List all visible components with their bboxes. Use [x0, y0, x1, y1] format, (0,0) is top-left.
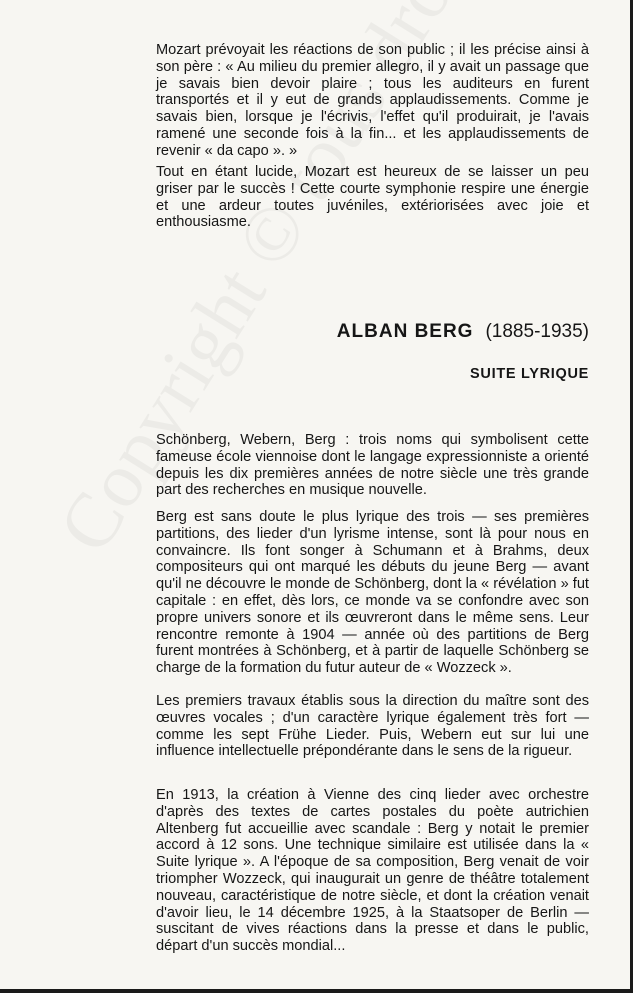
body-paragraph-4: En 1913, la création à Vienne des cinq lieder avec orchestre d'après des textes de cartes postales du poète autrichien Altenberg fut accueillie avec scandale : Berg y notait le premier accord à 12 sons. Une technique similaire est utilisée dans la « Suite lyrique ». A l'époque de sa composition, Berg venait de voir triompher Wozzeck, qui inaugurait un genre de théâtre totalement nouveau, caractéristique de notre siècle, et dont la création venait d'avoir lieu, le 14 décembre 1925, à la Staatsoper de Berlin — suscitant de vives réactions dans la presse et dans le public, départ d'un succès mondial...: [156, 787, 589, 955]
composer-dates: (1885-1935): [485, 321, 589, 342]
body-paragraph-3: Les premiers travaux établis sous la direction du maître sont des œuvres vocales ; d'un caractère lyrique également très fort — comme les sept Frühe Lieder. Puis, Webern eut sur lui une influence intellectuelle prépondérante dans le sens de la rigueur.: [156, 693, 589, 760]
intro-paragraph-1: Mozart prévoyait les réactions de son public ; il les précise ainsi à son père : « Au milieu du premier allegro, il y avait un passage que je savais bien devoir plaire ; tous les auditeurs en furent transportés et il y eut de grands applaudissements. Comme je savais bien, lorsque je l'écrivis, l'effet qu'il produirait, je l'avais ramené une seconde fois à la fin... et les applaudissements de revenir « da capo ». »: [156, 42, 589, 159]
intro-paragraph-2: Tout en étant lucide, Mozart est heureux de se laisser un peu griser par le succès ! Cette courte symphonie respire une énergie et une ardeur toutes juvéniles, extériorisées avec joie et enthousiasme.: [156, 164, 589, 231]
page-edge-bottom: [0, 989, 633, 993]
body-paragraph-1: Schönberg, Webern, Berg : trois noms qui symbolisent cette fameuse école viennoise dont le langage expressionniste a orienté depuis les dix premières années de notre siècle une très grande part des recherches en musique nouvelle.: [156, 432, 589, 499]
composer-name: ALBAN BERG: [336, 321, 474, 342]
work-title: SUITE LYRIQUE: [470, 366, 589, 382]
body-paragraph-2: Berg est sans doute le plus lyrique des trois — ses premières partitions, des lieder d'un lyrisme intense, sont là pour nous en convaincre. Ils font songer à Schumann et à Brahms, deux compositeurs qui ont marqué les débuts du jeune Berg — avant qu'il ne découvre le monde de Schönberg, dont la « révélation » fut capitale : en effet, dès lors, ce monde va se confondre avec son propre univers sonore et ils œuvreront dans le même sens. Leur rencontre remonte à 1904 — année où des partitions de Berg furent montrées à Schönberg, et à partir de laquelle Schönberg se charge de la formation du futur auteur de « Wozzeck ».: [156, 509, 589, 677]
composer-heading: [337, 321, 589, 343]
